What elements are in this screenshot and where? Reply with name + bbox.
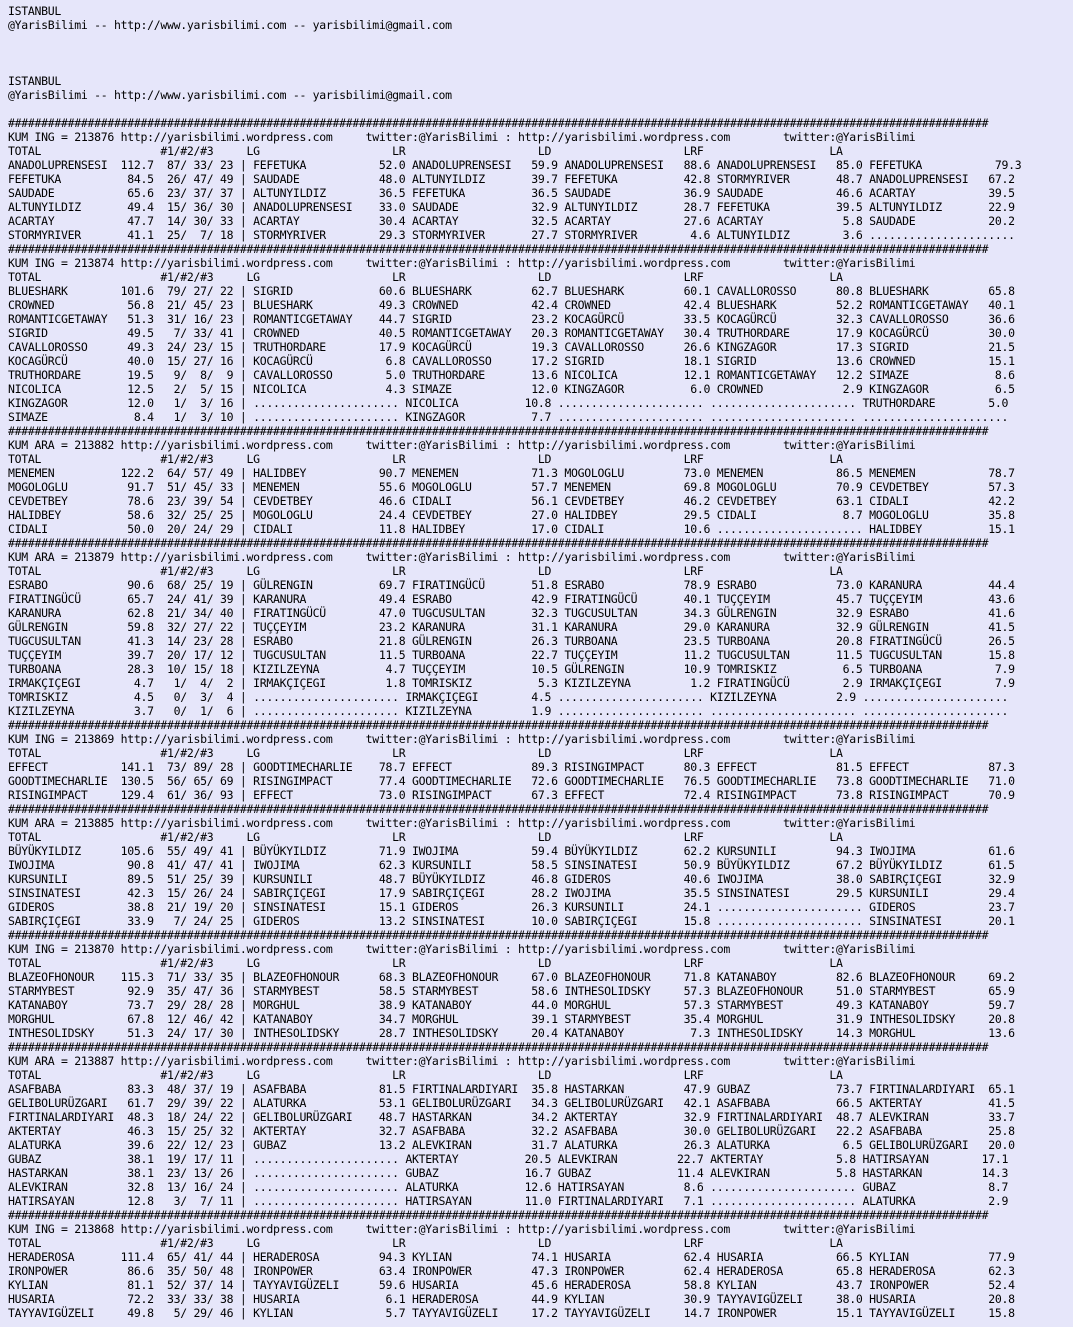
text-line: ALEVKIRAN 32.8 13/ 16/ 24 | ...................... ALATURKA 12.6 HATIRSAYAN 8.6 ...................... GUBAZ 8.7 [8,1180,1009,1194]
text-line: ASAFBABA 83.3 48/ 37/ 19 | ASAFBABA 81.5 FIRTINALARDIYARI 35.8 HASTARKAN 47.9 GUBAZ 73.7 FIRTINALARDIYARI 65.1 [8,1082,1015,1096]
text-line: KIZILZEYNA 3.7 0/ 1/ 6 | ...................... KIZILZEYNA 1.9 ...................... ...................... ...................... [8,704,1009,718]
text-line: SIGRID 49.5 7/ 33/ 41 | CROWNED 40.5 ROMANTICGETAWAY 20.3 ROMANTICGETAWAY 30.4 TRUTHORDARE 17.9 KOCAGÜRCÜ 30.0 [8,326,1015,340]
text-line: KUM ARA = 213887 http://yarisbilimi.wordpress.com twitter:@YarisBilimi : http://yarisbilimi.wordpress.com twitter:@YarisBilimi [8,1054,916,1068]
text-line: TOTAL #1/#2/#3 LG LR LD LRF LA [8,746,843,760]
text-line: EFFECT 141.1 73/ 89/ 28 | GOODTIMECHARLIE 78.7 EFFECT 89.3 RISINGIMPACT 80.3 EFFECT 81.5 EFFECT 87.3 [8,760,1015,774]
text-line: CAVALLOROSSO 49.3 24/ 23/ 15 | TRUTHORDARE 17.9 KOCAGÜRCÜ 19.3 CAVALLOROSSO 26.6 KINGZAGOR 17.3 SIGRID 21.5 [8,340,1015,354]
text-line: STARMYBEST 92.9 35/ 47/ 36 | STARMYBEST 58.5 STARMYBEST 58.6 INTHESOLIDSKY 57.3 BLAZEOFHONOUR 51.0 STARMYBEST 65.9 [8,984,1015,998]
text-line: HUSARIA 72.2 33/ 33/ 38 | HUSARIA 6.1 HERADEROSA 44.9 KYLIAN 30.9 TAYYAVIGÜZELI 38.0 HUSARIA 20.8 [8,1292,1015,1306]
text-line: MORGHUL 67.8 12/ 46/ 42 | KATANABOY 34.7 MORGHUL 39.1 STARMYBEST 35.4 MORGHUL 31.9 INTHESOLIDSKY 20.8 [8,1012,1015,1026]
text-line: KURSUNILI 89.5 51/ 25/ 39 | KURSUNILI 48.7 BÜYÜKYILDIZ 46.8 GIDEROS 40.6 IWOJIMA 38.0 SABIRÇIÇEGI 32.9 [8,872,1015,886]
text-line: KUM ING = 213874 http://yarisbilimi.wordpress.com twitter:@YarisBilimi : http://yarisbilimi.wordpress.com twitter:@YarisBilimi [8,256,916,270]
text-line: SAUDADE 65.6 23/ 37/ 37 | ALTUNYILDIZ 36.5 FEFETUKA 36.5 SAUDADE 36.9 SAUDADE 46.6 ACARTAY 39.5 [8,186,1015,200]
text-line: KARANURA 62.8 21/ 34/ 40 | FIRATINGÜCÜ 47.0 TUGCUSULTAN 32.3 TUGCUSULTAN 34.3 GÜLRENGIN 32.9 ESRABO 41.6 [8,606,1015,620]
text-line [8,46,1073,60]
text-line: GÜLRENGIN 59.8 32/ 27/ 22 | TUÇÇEYIM 23.2 KARANURA 31.1 KARANURA 29.0 KARANURA 32.9 GÜLRENGIN 41.5 [8,620,1015,634]
text-line: #################################################################################################################################################### [8,242,989,256]
text-line: ROMANTICGETAWAY 51.3 31/ 16/ 23 | ROMANTICGETAWAY 44.7 SIGRID 23.2 KOCAGÜRCÜ 33.5 KOCAGÜRCÜ 32.3 CAVALLOROSSO 36.6 [8,312,1015,326]
text-line: SINSINATESI 42.3 15/ 26/ 24 | SABIRÇIÇEGI 17.9 SABIRÇIÇEGI 28.2 IWOJIMA 35.5 SINSINATESI 29.5 KURSUNILI 29.4 [8,886,1015,900]
text-line: NICOLICA 12.5 2/ 5/ 15 | NICOLICA 4.3 SIMAZE 12.0 KINGZAGOR 6.0 CROWNED 2.9 KINGZAGOR 6.5 [8,382,1015,396]
text-line: HALIDBEY 58.6 32/ 25/ 25 | MOGOLOGLU 24.4 CEVDETBEY 27.0 HALIDBEY 29.5 CIDALI 8.7 MOGOLOGLU 35.8 [8,508,1015,522]
text-line: GOODTIMECHARLIE 130.5 56/ 65/ 69 | RISINGIMPACT 77.4 GOODTIMECHARLIE 72.6 GOODTIMECHARLIE 76.5 GOODTIMECHARLIE 73.8 GOODTIMECHARLIE 71.0 [8,774,1015,788]
text-line: TOMRISKIZ 4.5 0/ 3/ 4 | ...................... IRMAKÇIÇEGI 4.5 ...................... KIZILZEYNA 2.9 ...................... [8,690,1009,704]
text-line: CEVDETBEY 78.6 23/ 39/ 54 | CEVDETBEY 46.6 CIDALI 56.1 CEVDETBEY 46.2 CEVDETBEY 63.1 CIDALI 42.2 [8,494,1015,508]
text-line [8,102,1073,116]
text-line: KATANABOY 73.7 29/ 28/ 28 | MORGHUL 38.9 KATANABOY 44.0 MORGHUL 57.3 STARMYBEST 49.3 KATANABOY 59.7 [8,998,1015,1012]
text-line: STORMYRIVER 41.1 25/ 7/ 18 | STORMYRIVER 29.3 STORMYRIVER 27.7 STORMYRIVER 4.6 ALTUNYILDIZ 3.6 ...................... [8,228,1015,242]
text-line: TAYYAVIGÜZELI 49.8 5/ 29/ 46 | KYLIAN 5.7 TAYYAVIGÜZELI 17.2 TAYYAVIGÜZELI 14.7 IRONPOWER 15.1 TAYYAVIGÜZELI 15.8 [8,1306,1015,1320]
text-line: ALATURKA 39.6 22/ 12/ 23 | GUBAZ 13.2 ALEVKIRAN 31.7 ALATURKA 26.3 ALATURKA 6.5 GELIBOLURÜZGARI 20.0 [8,1138,1015,1152]
text-line: KUM ARA = 213885 http://yarisbilimi.wordpress.com twitter:@YarisBilimi : http://yarisbilimi.wordpress.com twitter:@YarisBilimi [8,816,916,830]
text-line: MOGOLOGLU 91.7 51/ 45/ 33 | MENEMEN 55.6 MOGOLOGLU 57.7 MENEMEN 69.8 MOGOLOGLU 70.9 CEVDETBEY 57.3 [8,480,1015,494]
text-line: HATIRSAYAN 12.8 3/ 7/ 11 | ...................... HATIRSAYAN 11.0 FIRTINALARDIYARI 7.1 ...................... ALATURKA 2.9 [8,1194,1009,1208]
text-line: BLAZEOFHONOUR 115.3 71/ 33/ 35 | BLAZEOFHONOUR 68.3 BLAZEOFHONOUR 67.0 BLAZEOFHONOUR 71.8 KATANABOY 82.6 BLAZEOFHONOUR 69.2 [8,970,1015,984]
text-line: ESRABO 90.6 68/ 25/ 19 | GÜLRENGIN 69.7 FIRATINGÜCÜ 51.8 ESRABO 78.9 ESRABO 73.0 KARANURA 44.4 [8,578,1015,592]
text-line: TUÇÇEYIM 39.7 20/ 17/ 12 | TUGCUSULTAN 11.5 TURBOANA 22.7 TUÇÇEYIM 11.2 TUGCUSULTAN 11.5 TUGCUSULTAN 15.8 [8,648,1015,662]
text-line: TRUTHORDARE 19.5 9/ 8/ 9 | CAVALLOROSSO 5.0 TRUTHORDARE 13.6 NICOLICA 12.1 ROMANTICGETAWAY 12.2 SIMAZE 8.6 [8,368,1015,382]
text-line: CIDALI 50.0 20/ 24/ 29 | CIDALI 11.8 HALIDBEY 17.0 CIDALI 10.6 ...................... HALIDBEY 15.1 [8,522,1015,536]
text-line [8,32,1073,46]
text-line: KUM ARA = 213882 http://yarisbilimi.wordpress.com twitter:@YarisBilimi : http://yarisbilimi.wordpress.com twitter:@YarisBilimi [8,438,916,452]
text-line: HASTARKAN 38.1 23/ 13/ 26 | ...................... GUBAZ 16.7 GUBAZ 11.4 ALEVKIRAN 5.8 HASTARKAN 14.3 [8,1166,1009,1180]
text-line: KUM ING = 213868 http://yarisbilimi.wordpress.com twitter:@YarisBilimi : http://yarisbilimi.wordpress.com twitter:@YarisBilimi [8,1222,916,1236]
text-line [8,60,1073,74]
text-line: TOTAL #1/#2/#3 LG LR LD LRF LA [8,270,843,284]
text-line: TUGCUSULTAN 41.3 14/ 23/ 28 | ESRABO 21.8 GÜLRENGIN 26.3 TURBOANA 23.5 TURBOANA 20.8 FIRATINGÜCÜ 26.5 [8,634,1015,648]
text-line: TOTAL #1/#2/#3 LG LR LD LRF LA [8,956,843,970]
text-line: KYLIAN 81.1 52/ 37/ 14 | TAYYAVIGÜZELI 59.6 HUSARIA 45.6 HERADEROSA 58.8 KYLIAN 43.7 IRONPOWER 52.4 [8,1278,1015,1292]
text-line: FIRATINGÜCÜ 65.7 24/ 41/ 39 | KARANURA 49.4 ESRABO 42.9 FIRATINGÜCÜ 40.1 TUÇÇEYIM 45.7 TUÇÇEYIM 43.6 [8,592,1015,606]
text-line: GELIBOLURÜZGARI 61.7 29/ 39/ 22 | ALATURKA 53.1 GELIBOLURÜZGARI 34.3 GELIBOLURÜZGARI 42.1 ASAFBABA 66.5 AKTERTAY 41.5 [8,1096,1015,1110]
text-line: KINGZAGOR 12.0 1/ 3/ 16 | ...................... NICOLICA 10.8 ...................... ...................... TRUTHORDARE 5.0 [8,396,1009,410]
text-line: #################################################################################################################################################### [8,424,989,438]
text-line: KUM ING = 213870 http://yarisbilimi.wordpress.com twitter:@YarisBilimi : http://yarisbilimi.wordpress.com twitter:@YarisBilimi [8,942,916,956]
text-line: ALTUNYILDIZ 49.4 15/ 36/ 30 | ANADOLUPRENSESI 33.0 SAUDADE 32.9 ALTUNYILDIZ 28.7 FEFETUKA 39.5 ALTUNYILDIZ 22.9 [8,200,1015,214]
text-line: KUM ING = 213876 http://yarisbilimi.wordpress.com twitter:@YarisBilimi : http://yarisbilimi.wordpress.com twitter:@YarisBilimi [8,130,916,144]
text-line: INTHESOLIDSKY 51.3 24/ 17/ 30 | INTHESOLIDSKY 28.7 INTHESOLIDSKY 20.4 KATANABOY 7.3 INTHESOLIDSKY 14.3 MORGHUL 13.6 [8,1026,1015,1040]
text-line: #################################################################################################################################################### [8,718,989,732]
text-line: ANADOLUPRENSESI 112.7 87/ 33/ 23 | FEFETUKA 52.0 ANADOLUPRENSESI 59.9 ANADOLUPRENSESI 88.6 ANADOLUPRENSESI 85.0 FEFETUKA 79.3 [8,158,1022,172]
text-line: KUM ARA = 213879 http://yarisbilimi.wordpress.com twitter:@YarisBilimi : http://yarisbilimi.wordpress.com twitter:@YarisBilimi [8,550,916,564]
text-line: SABIRÇIÇEGI 33.9 7/ 24/ 25 | GIDEROS 13.2 SINSINATESI 10.0 SABIRÇIÇEGI 15.8 ...................... SINSINATESI 20.1 [8,914,1015,928]
text-line: #################################################################################################################################################### [8,536,989,550]
text-line: HERADEROSA 111.4 65/ 41/ 44 | HERADEROSA 94.3 KYLIAN 74.1 HUSARIA 62.4 HUSARIA 66.5 KYLIAN 77.9 [8,1250,1015,1264]
text-line: GIDEROS 38.8 21/ 19/ 20 | SINSINATESI 15.1 GIDEROS 26.3 KURSUNILI 24.1 ...................... GIDEROS 23.7 [8,900,1015,914]
text-line: TOTAL #1/#2/#3 LG LR LD LRF LA [8,1068,843,1082]
text-line: IWOJIMA 90.8 41/ 47/ 41 | IWOJIMA 62.3 KURSUNILI 58.5 SINSINATESI 50.9 BÜYÜKYILDIZ 67.2 BÜYÜKYILDIZ 61.5 [8,858,1015,872]
text-line: CROWNED 56.8 21/ 45/ 23 | BLUESHARK 49.3 CROWNED 42.4 CROWNED 42.4 BLUESHARK 52.2 ROMANTICGETAWAY 40.1 [8,298,1015,312]
text-line: #################################################################################################################################################### [8,928,989,942]
text-line: ACARTAY 47.7 14/ 30/ 33 | ACARTAY 30.4 ACARTAY 32.5 ACARTAY 27.6 ACARTAY 5.8 SAUDADE 20.2 [8,214,1015,228]
text-line: KOCAGÜRCÜ 40.0 15/ 27/ 16 | KOCAGÜRCÜ 6.8 CAVALLOROSSO 17.2 SIGRID 18.1 SIGRID 13.6 CROWNED 15.1 [8,354,1015,368]
text-line: AKTERTAY 46.3 15/ 25/ 32 | AKTERTAY 32.7 ASAFBABA 32.2 ASAFBABA 30.0 GELIBOLURÜZGARI 22.2 ASAFBABA 25.8 [8,1124,1015,1138]
text-line: ISTANBUL [8,4,61,18]
text-line: @YarisBilimi -- http://www.yarisbilimi.com -- yarisbilimi@gmail.com [8,88,452,102]
text-line: SIMAZE 8.4 1/ 3/ 10 | ...................... KINGZAGOR 7.7 ...................... ...................... ...................... [8,410,1009,424]
text-line: BÜYÜKYILDIZ 105.6 55/ 49/ 41 | BÜYÜKYILDIZ 71.9 IWOJIMA 59.4 BÜYÜKYILDIZ 62.2 KURSUNILI 94.3 IWOJIMA 61.6 [8,844,1015,858]
text-line: #################################################################################################################################################### [8,116,989,130]
text-line: GUBAZ 38.1 19/ 17/ 11 | ...................... AKTERTAY 20.5 ALEVKIRAN 22.7 AKTERTAY 5.8 HATIRSAYAN 17.1 [8,1152,1009,1166]
text-line: RISINGIMPACT 129.4 61/ 36/ 93 | EFFECT 73.0 RISINGIMPACT 67.3 EFFECT 72.4 RISINGIMPACT 73.8 RISINGIMPACT 70.9 [8,788,1015,802]
text-line: FIRTINALARDIYARI 48.3 18/ 24/ 22 | GELIBOLURÜZGARI 48.7 HASTARKAN 34.2 AKTERTAY 32.9 FIRTINALARDIYARI 48.7 ALEVKIRAN 33.7 [8,1110,1015,1124]
text-line: TOTAL #1/#2/#3 LG LR LD LRF LA [8,1236,843,1250]
text-line: TOTAL #1/#2/#3 LG LR LD LRF LA [8,830,843,844]
text-line: IRMAKÇIÇEGI 4.7 1/ 4/ 2 | IRMAKÇIÇEGI 1.8 TOMRISKIZ 5.3 KIZILZEYNA 1.2 FIRATINGÜCÜ 2.9 IRMAKÇIÇEGI 7.9 [8,676,1015,690]
text-line: @YarisBilimi -- http://www.yarisbilimi.com -- yarisbilimi@gmail.com [8,18,452,32]
text-line: IRONPOWER 86.6 35/ 50/ 48 | IRONPOWER 63.4 IRONPOWER 47.3 IRONPOWER 62.4 HERADEROSA 65.8 HERADEROSA 62.3 [8,1264,1015,1278]
text-line: TURBOANA 28.3 10/ 15/ 18 | KIZILZEYNA 4.7 TUÇÇEYIM 10.5 GÜLRENGIN 10.9 TOMRISKIZ 6.5 TURBOANA 7.9 [8,662,1015,676]
text-line: FEFETUKA 84.5 26/ 47/ 49 | SAUDADE 48.0 ALTUNYILDIZ 39.7 FEFETUKA 42.8 STORMYRIVER 48.7 ANADOLUPRENSESI 67.2 [8,172,1015,186]
text-line: #################################################################################################################################################### [8,1208,989,1222]
text-line: #################################################################################################################################################### [8,802,989,816]
text-line: KUM ING = 213869 http://yarisbilimi.wordpress.com twitter:@YarisBilimi : http://yarisbilimi.wordpress.com twitter:@YarisBilimi [8,732,916,746]
text-line: ISTANBUL [8,74,61,88]
text-line: MENEMEN 122.2 64/ 57/ 49 | HALIDBEY 90.7 MENEMEN 71.3 MOGOLOGLU 73.0 MENEMEN 86.5 MENEMEN 78.7 [8,466,1015,480]
text-line: TOTAL #1/#2/#3 LG LR LD LRF LA [8,452,843,466]
text-line: TOTAL #1/#2/#3 LG LR LD LRF LA [8,564,843,578]
text-line: TOTAL #1/#2/#3 LG LR LD LRF LA [8,144,843,158]
text-line: #################################################################################################################################################### [8,1040,989,1054]
text-line: BLUESHARK 101.6 79/ 27/ 22 | SIGRID 60.6 BLUESHARK 62.7 BLUESHARK 60.1 CAVALLOROSSO 80.8 BLUESHARK 65.8 [8,284,1015,298]
